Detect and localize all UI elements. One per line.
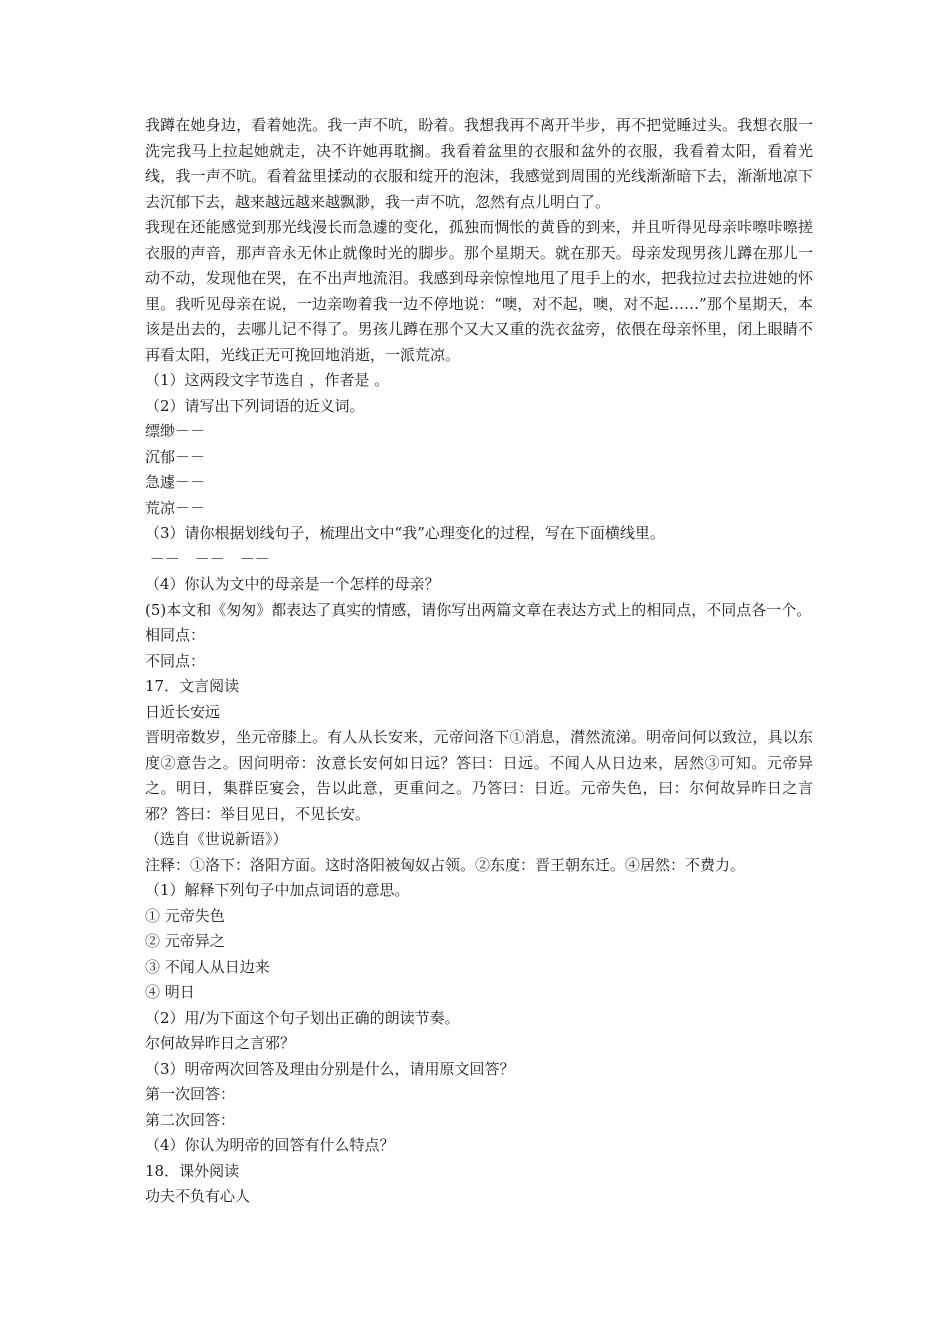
q17-question-4: （4）你认为明帝的回答有什么特点？	[145, 1136, 395, 1154]
q16-question-4: （4）你认为文中的母亲是一个怎样的母亲？	[145, 575, 440, 593]
q17-question-1: （1）解释下列句子中加点词语的意思。	[145, 881, 410, 899]
q17-title: 日近长安远	[145, 702, 221, 721]
q16-question-5: (5)本文和《匆匆》都表达了真实的情感，请你写出两篇文章在表达方式上的相同点，不同点各一个。	[145, 600, 812, 619]
q17-question-2: （2）用/为下面这个句子划出正确的朗读节奏。	[145, 1008, 460, 1027]
q17-notes: 注释：①洛下：洛阳方面。这时洛阳被匈奴占领。②东度：晋王朝东迁。④居然：不费力。	[145, 855, 746, 874]
q17-source: （选自《世说新语》）	[145, 830, 288, 848]
q17-item-1: ① 元帝失色	[145, 906, 225, 925]
q18-heading: 18．课外阅读	[145, 1161, 240, 1180]
q18-title: 功夫不负有心人	[145, 1187, 251, 1205]
q16-question-2: （2）请写出下列词语的近义词。	[145, 396, 365, 415]
q17-item-4: ④ 明日	[145, 983, 195, 1001]
q17-question-3: （3）明帝两次回答及理由分别是什么，请用原文回答？	[145, 1059, 515, 1078]
q17-answer-2-label: 第二次回答：	[145, 1110, 236, 1129]
q17-answer-1-label: 第一次回答：	[145, 1085, 236, 1103]
answer-blank-dashes: －－ －－ －－	[145, 549, 270, 568]
passage-paragraph-2: 我现在还能感觉到那光线漫长而急遽的变化，孤独而惆怅的黄昏的到来，并且听得见母亲咔嚓咔嚓搓衣服的声音，那声音永无休止就像时光的脚步。那个星期天。就在那天。母亲发现男孩儿蹲在那儿一动不动，发现他在哭，在不出声地流泪。我感到母亲惊惶地甩了甩手上的水，把我拉过去拉进她的怀里。我听见母亲在说，一边亲吻着我一边不停地说：“噢，对不起，噢，对不起……”那个星期天，本该是出去的，去哪儿记不得了。男孩儿蹲在那个又大又重的洗衣盆旁，依偎在母亲怀里，闭上眼睛不再看太阳，光线正无可挽回地消逝，一派荒凉。	[145, 218, 813, 364]
passage-paragraph-1: 我蹲在她身边，看着她洗。我一声不吭，盼着。我想我再不离开半步，再不把觉睡过头。我想衣服一洗完我马上拉起她就走，决不许她再耽搁。我看着盆里的衣服和盆外的衣服，我看着太阳，看着光线，我一声不吭。看着盆里揉动的衣服和绽开的泡沫，我感觉到周围的光线渐渐暗下去，渐渐地凉下去沉郁下去，越来越远越来越飘渺，我一声不吭，忽然有点儿明白了。	[145, 116, 813, 211]
synonym-item-2: 沉郁－－	[145, 447, 206, 466]
answer-same-label: 相同点：	[145, 626, 206, 644]
synonym-item-1: 缥缈－－	[145, 422, 206, 440]
q17-classical-text: 晋明帝数岁，坐元帝膝上。有人从长安来，元帝问洛下①消息，潸然流涕。明帝问何以致泣，具以东度②意告之。因问明帝：汝意长安何如日远？答曰：日远。不闻人从日边来，居然③可知。元帝异之。明日，集群臣宴会，告以此意，更重问之。乃答曰：日近。元帝失色，曰：尔何故异昨日之言邪？答曰：举目见日，不见长安。	[145, 728, 813, 823]
synonym-item-4: 荒凉－－	[145, 498, 206, 517]
q17-sentence: 尔何故异昨日之言邪？	[145, 1034, 296, 1052]
answer-diff-label: 不同点：	[145, 651, 206, 670]
q16-question-1: （1）这两段文字节选自 ，作者是 。	[145, 371, 390, 389]
synonym-item-3: 急遽－－	[145, 473, 206, 491]
q17-heading: 17．文言阅读	[145, 677, 240, 695]
q16-question-3: （3）请你根据划线句子，梳理出文中“我”心理变化的过程，写在下面横线里。	[145, 524, 665, 542]
q17-item-2: ② 元帝异之	[145, 932, 225, 950]
q17-item-3: ③ 不闻人从日边来	[145, 957, 270, 976]
document-page	[145, 113, 813, 1210]
